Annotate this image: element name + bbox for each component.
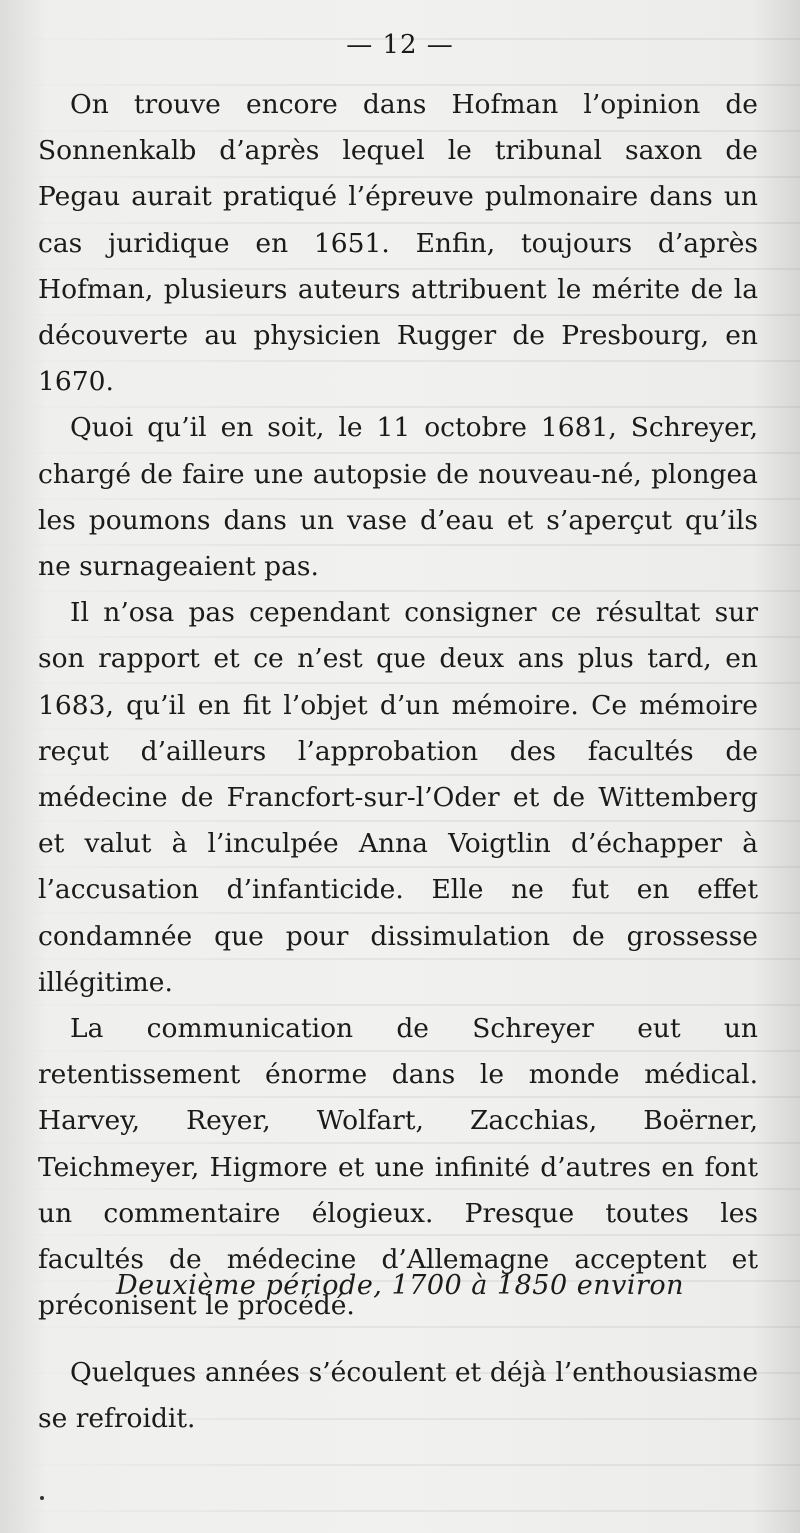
section-body <box>38 1350 758 1442</box>
ink-speck <box>40 1496 44 1500</box>
paragraph-memoire: Il n’osa pas cependant consigner ce résultat sur son rapport et ce n’est que deux ans plus tard, en 1683, qu’il en fit l’objet d’un mémoire. Ce mémoire reçut d’ailleurs l’approbation des facultés de médecine de Francfort-sur-l’Oder et de Wittemberg et valut à l’inculpée Anna Voigtlin d’échapper à l’accusation d’infanticide. Elle ne fut en effet condamnée que pour dissimulation de grossesse illégitime. <box>38 597 758 998</box>
section-heading: Deuxième période, 1700 à 1850 environ <box>115 1270 685 1301</box>
paragraph-schreyer-autopsy: Quoi qu’il en soit, le 11 octobre 1681, Schreyer, chargé de faire une autopsie de nouveau-né, plongea les poumons dans un vase d’eau et s’aperçut qu’ils ne surnageaient pas. <box>38 412 758 583</box>
paragraph-hofman: On trouve encore dans Hofman l’opinion de Sonnenkalb d’après lequel le tribunal saxon de Pegau aurait pratiqué l’épreuve pulmonaire dans un cas juridique en 1651. Enfin, toujours d’après Hofman, plusieurs auteurs attribuent le mérite de la découverte au physicien Rugger de Presbourg, en 1670. <box>38 89 758 398</box>
paragraph-enthousiasme: Quelques années s’écoulent et déjà l’enthousiasme se refroidit. <box>38 1357 758 1435</box>
body-text <box>38 82 758 1329</box>
page-number: — 12 — <box>346 30 454 60</box>
paragraph-retentissement: La communication de Schreyer eut un retentissement énorme dans le monde médical. Harvey, Reyer, Wolfart, Zacchias, Boërner, Teichmeyer, Higmore et une infinité d’autres en font un commentaire élogieux. Presque toutes les facultés de médecine d’Allemagne acceptent et préconisent le procédé. <box>38 1013 758 1322</box>
